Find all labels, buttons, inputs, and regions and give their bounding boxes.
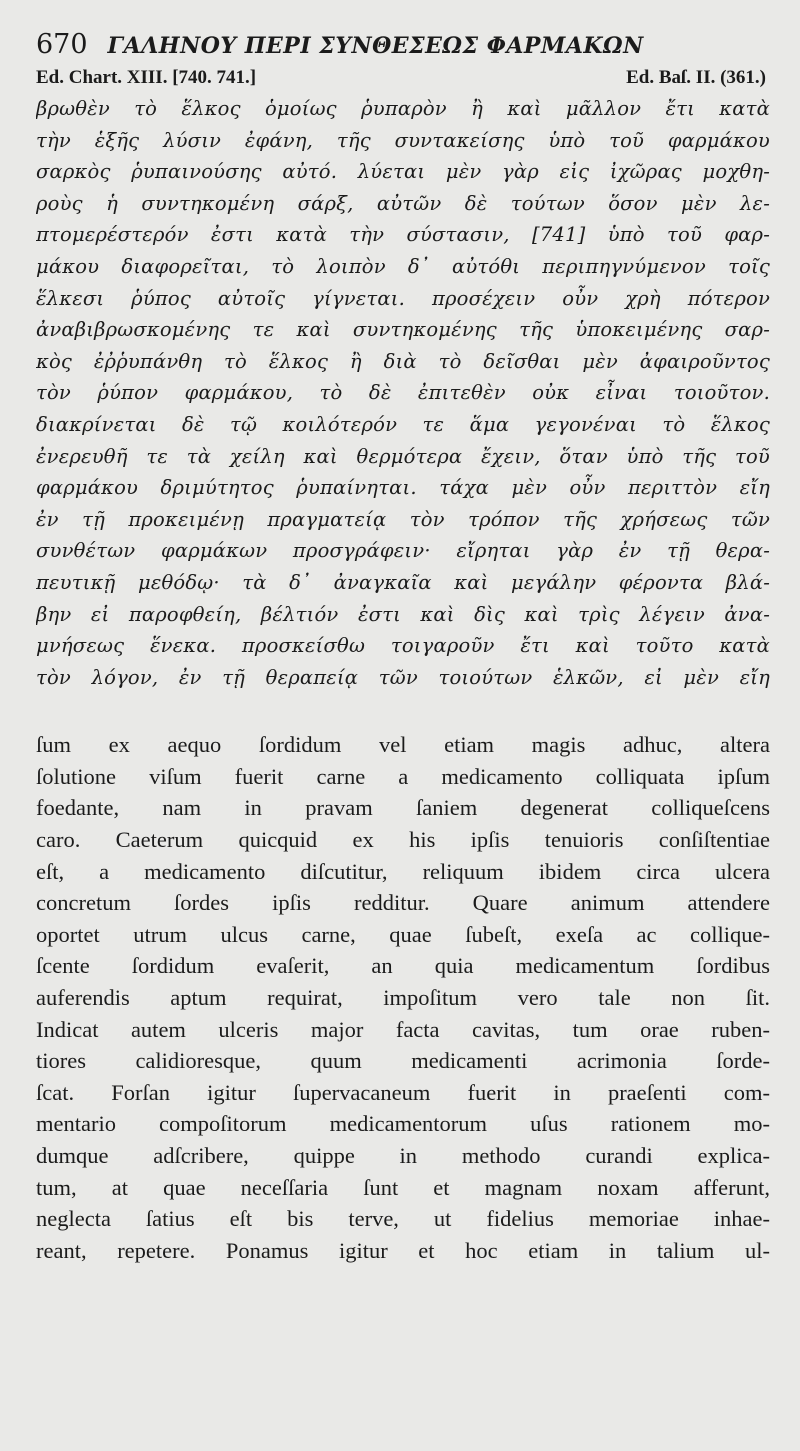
greek-line: ἕλκεσι ῥύπος αὐτοῖς γίγνεται. προσέχειν οὖν χρὴ πότερον [36,286,770,310]
latin-line: caro. Caeterum quicquid ex his ipſis tenuioris conſiſtentiae [36,827,770,853]
greek-line: φαρμάκου δριμύτητος ῥυπαίνηται. τάχα μὲν οὖν περιττὸν εἴη [36,476,770,500]
edition-references [36,65,770,91]
edition-chartier: Ed. Chart. XIII. [740. 741.] [36,67,257,88]
greek-line: ἐν τῇ προκειμένῃ πραγματείᾳ τὸν τρόπον τῆς χρήσεως τῶν [36,507,770,531]
latin-line: oportet utrum ulcus carne, quae ſubeſt, exeſa ac collique- [36,921,770,947]
latin-text [36,729,770,1266]
greek-line: πευτικῇ μεθόδῳ· τὰ δ᾽ ἀναγκαῖα καὶ μεγάλην φέροντα βλά- [36,570,770,594]
greek-line: τὸν λόγον, ἐν τῇ θεραπείᾳ τῶν τοιούτων ἑλκῶν, εἰ μὲν εἴη [36,665,770,689]
running-title: ΓΑΛΗΝΟΥ ΠΕΡΙ ΣΥΝΘΕΣΕΩΣ ΦΑΡΜΑΚΩΝ [107,33,644,59]
greek-line: πτομερέστερόν ἐστι κατὰ τὴν σύστασιν, [741] ὑπὸ τοῦ φαρ- [36,223,770,247]
latin-line: ſcente ſordidum evaſerit, an quia medicamentum ſordibus [36,953,770,979]
greek-line: μνήσεως ἕνεκα. προσκείσθω τοιγαροῦν ἔτι καὶ τοῦτο κατὰ [36,634,770,658]
edition-basel: Ed. Baſ. II. (361.) [626,67,766,88]
greek-line: μάκου διαφορεῖται, τὸ λοιπὸν δ᾽ αὐτόθι περιπηγνύμενον τοῖς [36,254,770,278]
greek-line: τὸν ῥύπον φαρμάκου, τὸ δὲ ἐπιτεθὲν οὐκ εἶναι τοιοῦτον. [36,381,770,405]
greek-line: βην εἰ παροφθείη, βέλτιόν ἐστι καὶ δὶς καὶ τρὶς λέγειν ἀνα- [36,602,770,626]
latin-line: foedante, nam in pravam ſaniem degenerat colliqueſcens [36,795,770,821]
latin-line: ſum ex aequo ſordidum vel etiam magis adhuc, altera [36,732,770,758]
greek-line: διακρίνεται δὲ τῷ κοιλότερόν τε ἅμα γεγονέναι τὸ ἕλκος [36,412,770,436]
latin-line: tum, at quae neceſſaria ſunt et magnam noxam afferunt, [36,1174,770,1200]
latin-line: ſcat. Forſan igitur ſupervacaneum fuerit in praeſenti com- [36,1079,770,1105]
latin-line: reant, repetere. Ponamus igitur et hoc etiam in talium ul- [36,1237,770,1263]
latin-line: auferendis aptum requirat, impoſitum vero tale non ſit. [36,985,770,1011]
latin-line: mentario compoſitorum medicamentorum uſus rationem mo- [36,1111,770,1137]
greek-line: βρωθὲν τὸ ἕλκος ὁμοίως ῥυπαρὸν ἢ καὶ μᾶλλον ἔτι κατὰ [36,97,770,120]
greek-line: ἐνερευθῆ τε τὰ χείλη καὶ θερμότερα ἔχειν, ὅταν ὑπὸ τῆς τοῦ [36,444,770,468]
greek-text [36,93,770,693]
section-gap [36,693,770,729]
page-number: 670 [36,29,88,60]
latin-line: tiores calidioresque, quum medicamenti acrimonia ſorde- [36,1048,770,1074]
latin-line: neglecta ſatius eſt bis terve, ut fidelius memoriae inhae- [36,1206,770,1232]
latin-line: dumque adſcribere, quippe in methodo curandi explica- [36,1143,770,1168]
greek-line: συνθέτων φαρμάκων προσγράφειν· εἴρηται γὰρ ἐν τῇ θερα- [36,539,770,563]
greek-line: σαρκὸς ῥυπαινούσης αὐτό. λύεται μὲν γὰρ εἰς ἰχῶρας μοχθη- [36,160,770,184]
greek-line: τὴν ἑξῆς λύσιν ἐφάνη, τῆς συντακείσης ὑπὸ τοῦ φαρμάκου [36,128,770,152]
greek-line: ἀναβιβρωσκομένης τε καὶ συντηκομένης τῆς ὑποκειμένης σαρ- [36,318,770,342]
page-header [36,28,770,63]
latin-line: ſolutione viſum fuerit carne a medicamento colliquata ipſum [36,763,770,789]
latin-line: concretum ſordes ipſis redditur. Quare animum attendere [36,890,770,916]
latin-line: eſt, a medicamento diſcutitur, reliquum ibidem circa ulcera [36,858,770,884]
greek-line: ροὺς ἡ συντηκομένη σάρξ, αὐτῶν δὲ τούτων ὅσον μὲν λε- [36,191,770,215]
greek-line: κὸς ἐῤῥυπάνθη τὸ ἕλκος ἢ διὰ τὸ δεῖσθαι μὲν ἀφαιροῦντος [36,349,770,373]
latin-line: Indicat autem ulceris major facta cavitas, tum orae ruben- [36,1016,770,1042]
